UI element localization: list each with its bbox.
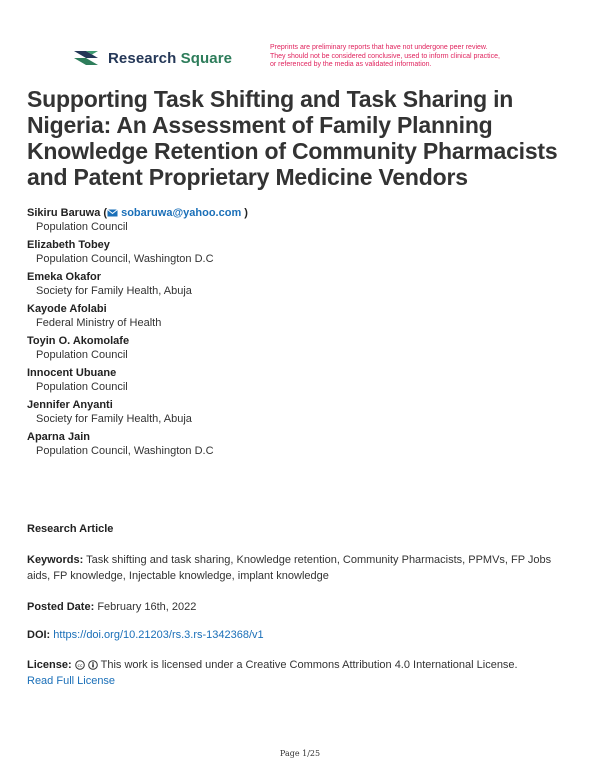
posted-date-label: Posted Date: — [27, 601, 95, 613]
author-entry — [27, 366, 567, 394]
creative-commons-icon — [75, 660, 85, 670]
author-affiliation: Society for Family Health, Abuja — [36, 285, 192, 297]
author-name: Aparna Jain — [27, 431, 90, 443]
doi — [27, 627, 567, 643]
posted-date-value: February 16th, 2022 — [97, 601, 197, 613]
logo-text — [108, 50, 232, 67]
author-affiliation: Population Council, Washington D.C — [36, 445, 214, 457]
article-type — [27, 521, 567, 537]
author-entry — [27, 238, 567, 266]
research-square-logo[interactable] — [72, 48, 232, 68]
license-text: This work is licensed under a Creative Commons Attribution 4.0 International License. — [100, 659, 518, 671]
logo-word-research: Research — [108, 49, 177, 67]
author-entry — [27, 430, 567, 458]
article-type-text: Research Article — [27, 523, 114, 535]
license-label: License: — [27, 659, 72, 671]
author-name: Toyin O. Akomolafe — [27, 335, 130, 347]
author-entry — [27, 334, 567, 362]
disclaimer-line: Preprints are preliminary reports that have not undergone peer review. — [270, 44, 488, 51]
author-name: Jennifer Anyanti — [27, 399, 113, 411]
license — [27, 657, 567, 689]
author-entry — [27, 206, 567, 234]
doi-link[interactable]: https://doi.org/10.21203/rs.3.rs-1342368/v1 — [53, 629, 264, 641]
author-name: Kayode Afolabi — [27, 303, 107, 315]
page-number: Page 1/25 — [279, 749, 321, 758]
author-list — [27, 206, 567, 462]
disclaimer-line: They should not be considered conclusive, used to inform clinical practice, — [270, 52, 500, 60]
research-square-logo-icon — [72, 48, 100, 68]
author-affiliation: Federal Ministry of Health — [36, 317, 162, 329]
keywords — [27, 552, 567, 584]
posted-date — [27, 599, 567, 615]
author-entry — [27, 398, 567, 426]
envelope-icon — [107, 209, 118, 217]
author-name-text: Sikiru Baruwa — [27, 207, 101, 219]
author-entry — [27, 302, 567, 330]
header — [72, 44, 542, 72]
paper-title: Supporting Task Shifting and Task Sharing in Nigeria: An Assessment of Family Planning Knowledge Retention of Community Pharmacists and Patent Proprietary Medicine Vendors — [27, 86, 558, 190]
preprint-disclaimer — [270, 44, 542, 70]
author-affiliation: Population Council — [36, 349, 128, 361]
attribution-icon — [88, 660, 98, 670]
keywords-label: Keywords: — [27, 554, 84, 566]
keywords-value: Task shifting and task sharing, Knowledge retention, Community Pharmacists, PPMVs, FP Jobs aids, FP knowledge, Injectable knowledge, implant knowledge — [27, 554, 552, 582]
author-affiliation: Population Council, Washington D.C — [36, 253, 214, 265]
author-email-link[interactable]: sobaruwa@yahoo.com — [121, 207, 242, 219]
disclaimer-line: or referenced by the media as validated information. — [270, 61, 432, 68]
author-name: Innocent Ubuane — [27, 367, 117, 379]
author-name: Emeka Okafor — [27, 271, 101, 283]
svg-text:cc: cc — [77, 664, 83, 669]
author-entry — [27, 270, 567, 298]
author-affiliation: Population Council — [36, 381, 128, 393]
author-affiliation: Society for Family Health, Abuja — [36, 413, 192, 425]
author-affiliation: Population Council — [36, 221, 128, 233]
author-name: Elizabeth Tobey — [27, 239, 110, 251]
read-full-license-link[interactable]: Read Full License — [27, 675, 116, 687]
doi-label: DOI: — [27, 629, 51, 641]
author-name: Sikiru Baruwa ( sobaruwa@yahoo.com ) — [27, 207, 248, 219]
logo-word-square: Square — [180, 49, 233, 67]
